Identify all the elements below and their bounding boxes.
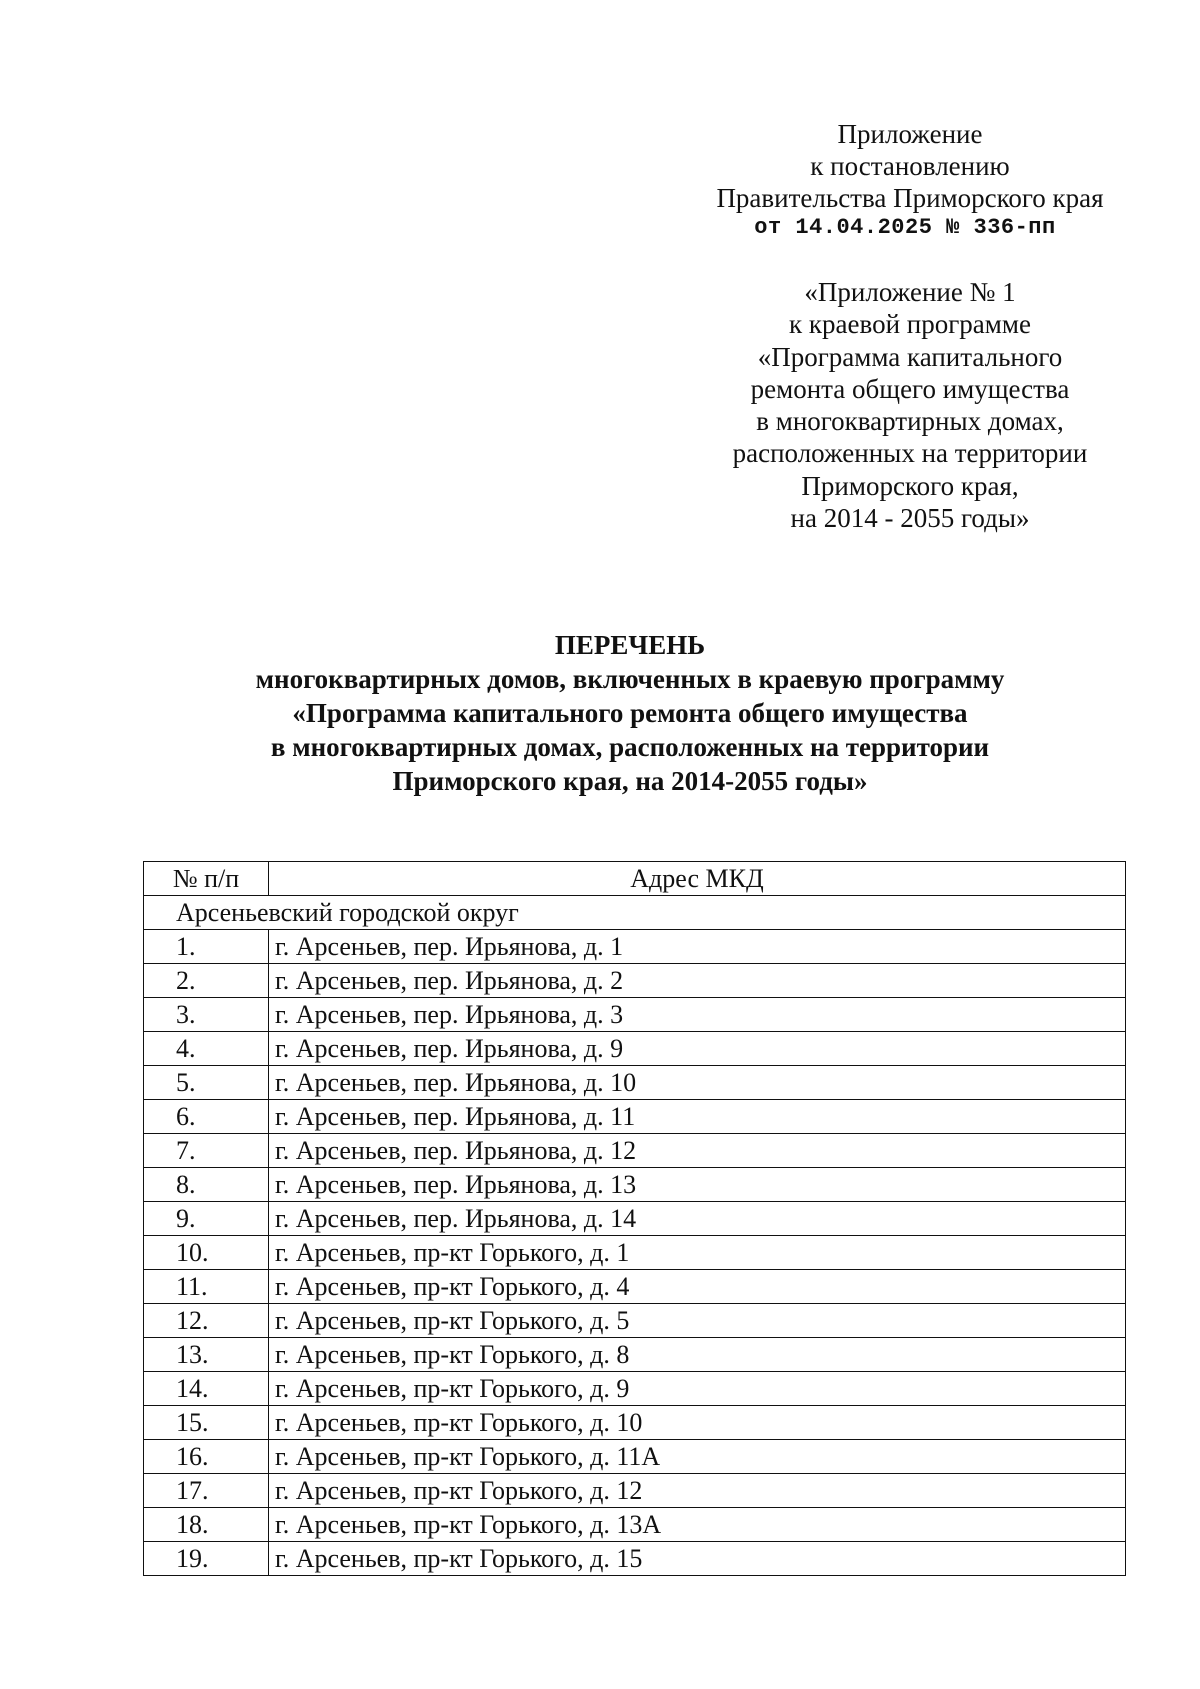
row-address: г. Арсеньев, пр-кт Горького, д. 11А xyxy=(269,1440,1126,1474)
row-number: 17. xyxy=(144,1474,269,1508)
row-address: г. Арсеньев, пр-кт Горького, д. 8 xyxy=(269,1338,1126,1372)
row-address: г. Арсеньев, пр-кт Горького, д. 15 xyxy=(269,1542,1126,1576)
table-row xyxy=(144,964,1126,998)
row-address: г. Арсеньев, пр-кт Горького, д. 12 xyxy=(269,1474,1126,1508)
row-address: г. Арсеньев, пр-кт Горького, д. 4 xyxy=(269,1270,1126,1304)
row-address: г. Арсеньев, пр-кт Горького, д. 1 xyxy=(269,1236,1126,1270)
program-appendix-line: Приморского края, xyxy=(801,470,1019,501)
table-header-row xyxy=(144,862,1126,896)
appendix-line: Правительства Приморского края xyxy=(716,183,1104,213)
table-row xyxy=(144,1372,1126,1406)
table-row xyxy=(144,1508,1126,1542)
appendix-line: Приложение xyxy=(837,119,983,149)
document-subtitle-line: Приморского края, на 2014-2055 годы» xyxy=(392,766,868,796)
table-row xyxy=(144,930,1126,964)
row-number: 3. xyxy=(144,998,269,1032)
program-appendix-line: расположенных на территории xyxy=(732,438,1088,469)
document-subtitle-line: «Программа капитального ремонта общего имущества xyxy=(292,698,968,728)
document-title: ПЕРЕЧЕНЬ xyxy=(554,630,706,660)
row-number: 14. xyxy=(144,1372,269,1406)
document-heading xyxy=(180,628,1080,798)
row-number: 6. xyxy=(144,1100,269,1134)
appendix-line: к постановлению xyxy=(810,151,1010,181)
row-address: г. Арсеньев, пер. Ирьянова, д. 12 xyxy=(269,1134,1126,1168)
table-row xyxy=(144,1304,1126,1338)
table-row xyxy=(144,1202,1126,1236)
table-row xyxy=(144,1338,1126,1372)
row-address: г. Арсеньев, пр-кт Горького, д. 9 xyxy=(269,1372,1126,1406)
row-number: 11. xyxy=(144,1270,269,1304)
row-number: 10. xyxy=(144,1236,269,1270)
appendix-header xyxy=(680,118,1140,242)
buildings-table xyxy=(143,861,1126,1576)
table-row xyxy=(144,1270,1126,1304)
row-address: г. Арсеньев, пр-кт Горького, д. 13А xyxy=(269,1508,1126,1542)
row-number: 15. xyxy=(144,1406,269,1440)
table-row xyxy=(144,1100,1126,1134)
document-subtitle-line: многоквартирных домов, включенных в краевую программу xyxy=(255,664,1005,694)
row-address: г. Арсеньев, пер. Ирьянова, д. 9 xyxy=(269,1032,1126,1066)
table-row xyxy=(144,1032,1126,1066)
row-number: 5. xyxy=(144,1066,269,1100)
table-row xyxy=(144,998,1126,1032)
row-address: г. Арсеньев, пр-кт Горького, д. 10 xyxy=(269,1406,1126,1440)
row-number: 12. xyxy=(144,1304,269,1338)
district-name: Арсеньевский городской округ xyxy=(144,896,1126,930)
row-address: г. Арсеньев, пер. Ирьянова, д. 14 xyxy=(269,1202,1126,1236)
program-appendix-line: ремонта общего имущества xyxy=(750,373,1070,404)
row-address: г. Арсеньев, пер. Ирьянова, д. 3 xyxy=(269,998,1126,1032)
row-number: 2. xyxy=(144,964,269,998)
district-row xyxy=(144,896,1126,930)
program-appendix-line: в многоквартирных домах, xyxy=(756,406,1064,437)
row-number: 18. xyxy=(144,1508,269,1542)
program-appendix-header xyxy=(680,276,1140,534)
row-number: 8. xyxy=(144,1168,269,1202)
program-appendix-line: к краевой программе xyxy=(789,309,1031,340)
row-number: 4. xyxy=(144,1032,269,1066)
row-address: г. Арсеньев, пер. Ирьянова, д. 13 xyxy=(269,1168,1126,1202)
row-address: г. Арсеньев, пер. Ирьянова, д. 2 xyxy=(269,964,1126,998)
table-row xyxy=(144,1066,1126,1100)
document-subtitle-line: в многоквартирных домах, расположенных на территории xyxy=(270,732,990,762)
row-number: 13. xyxy=(144,1338,269,1372)
column-header-number: № п/п xyxy=(144,862,269,896)
row-number: 1. xyxy=(144,930,269,964)
table-row xyxy=(144,1406,1126,1440)
table-row xyxy=(144,1542,1126,1576)
order-number: от 14.04.2025 № 336-пп xyxy=(754,215,1056,240)
row-address: г. Арсеньев, пр-кт Горького, д. 5 xyxy=(269,1304,1126,1338)
table-row xyxy=(144,1236,1126,1270)
row-address: г. Арсеньев, пер. Ирьянова, д. 10 xyxy=(269,1066,1126,1100)
program-appendix-line: на 2014 - 2055 годы» xyxy=(790,503,1030,534)
row-address: г. Арсеньев, пер. Ирьянова, д. 1 xyxy=(269,930,1126,964)
table-row xyxy=(144,1134,1126,1168)
table-row xyxy=(144,1168,1126,1202)
row-address: г. Арсеньев, пер. Ирьянова, д. 11 xyxy=(269,1100,1126,1134)
row-number: 7. xyxy=(144,1134,269,1168)
row-number: 9. xyxy=(144,1202,269,1236)
program-appendix-line: «Программа капитального xyxy=(757,341,1063,372)
row-number: 19. xyxy=(144,1542,269,1576)
table-row xyxy=(144,1440,1126,1474)
column-header-address: Адрес МКД xyxy=(269,862,1126,896)
table-row xyxy=(144,1474,1126,1508)
row-number: 16. xyxy=(144,1440,269,1474)
program-appendix-line: «Приложение № 1 xyxy=(804,277,1016,307)
